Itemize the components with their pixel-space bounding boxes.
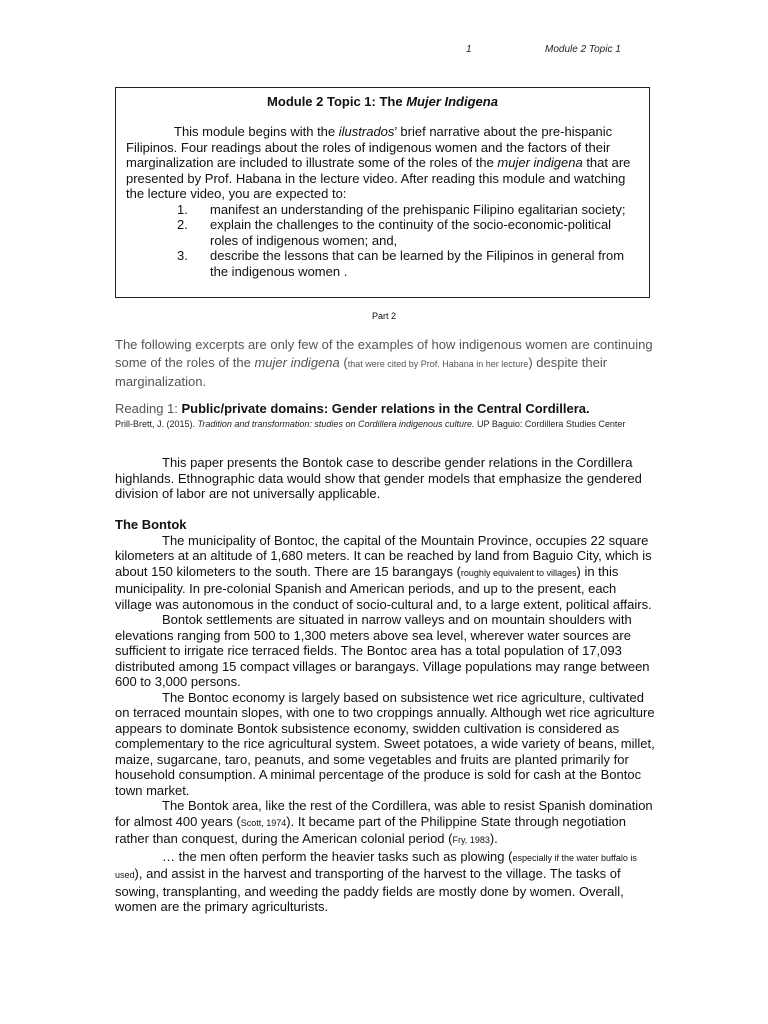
paragraph: … the men often perform the heavier tasks such as plowing (especially if the water buffalo is used), and assist in the harvest and transporting of the harvest to the village. The tasks of sowing, transplanting, and weeding the paddy fields are mostly done by women. Overall, women are the primary agriculturists.	[115, 848, 637, 914]
objective-item: 3. describe the lessons that can be learned by the Filipinos in general from the indigenous women .	[177, 248, 625, 279]
reading-heading: Reading 1: Public/private domains: Gender relations in the Central Cordillera.	[115, 401, 590, 416]
paragraph: The Bontoc economy is largely based on subsistence wet rice agriculture, cultivated on terraced mountain slopes, with one to two croppings annually. Although wet rice agriculture appears to dominate Bontok subsistence economy, swidden cultivation is considered as complementary to the rice agricultural system. Sweet potatoes, a wide variety of beans, millet, maize, sugarcane, taro, peanuts, and some vegetables and fruits are planted primarily for household consumption. A minimal percentage of the produce is sold for cash at the Bontoc town market.	[115, 689, 655, 798]
reading-intro-paragraph: This paper presents the Bontok case to describe gender relations in the Cordillera highlands. Ethnographic data would show that gender models that emphasize the gendered division of labor are not universally applicable.	[115, 455, 642, 501]
excerpt-intro: The following excerpts are only few of the examples of how indigenous women are continuing some of the roles of the mujer indigena (that were cited by Prof. Habana in her lecture) despite their marginalization.	[115, 337, 653, 389]
part-label: Part 2	[371, 311, 396, 321]
section-heading: The Bontok	[115, 517, 187, 532]
module-overview-box	[115, 87, 650, 298]
paragraph: Bontok settlements are situated in narrow valleys and on mountain shoulders with elevations ranging from 500 to 1,300 meters above sea level, wherever water sources are sufficient to irrigate rice terraced fields. The Bontoc area has a total population of 17,093 distributed among 15 compact villages or barangays. Village populations may range between 600 to 3,000 persons.	[115, 612, 650, 689]
running-title: Module 2 Topic 1	[545, 44, 621, 55]
page-number: 1	[466, 44, 472, 55]
reading-body	[115, 517, 655, 915]
objectives-list	[126, 202, 641, 280]
paragraph: The Bontok area, like the rest of the Cordillera, was able to resist Spanish domination for almost 400 years (Scott, 1974). It became part of the Philippine State through negotiation rather than conquest, during the American colonial period (Fry, 1983).	[115, 798, 653, 846]
module-intro-paragraph: This module begins with the ilustrados’ brief narrative about the pre-hispanic Filipinos. Four readings about the roles of indigenous women and the factors of their marginalization are included to illustrate some of the roles of the mujer indigena that are presented by Prof. Habana in the lecture video. After reading this module and watching the lecture video, you are expected to:	[126, 124, 631, 201]
module-intro	[126, 124, 641, 279]
paragraph: The municipality of Bontoc, the capital of the Mountain Province, occupies 22 square kilometers at an altitude of 1,680 meters. It can be reached by land from Baguio City, which is about 150 kilometers to the south. There are 15 barangays (roughly equivalent to villages) in this municipality. In pre-colonial Spanish and American periods, and up to the present, each village was autonomous in the conduct of socio-cultural and, to a large extent, political affairs.	[115, 532, 652, 612]
objective-item: 1. manifest an understanding of the prehispanic Filipino egalitarian society;	[177, 201, 626, 217]
reading-citation: Prill-Brett, J. (2015). Tradition and transformation: studies on Cordillera indigenous culture. UP Baguio: Cordillera Studies Center	[115, 419, 626, 429]
module-title: Module 2 Topic 1: The Mujer Indigena	[267, 94, 498, 109]
objective-item: 2. explain the challenges to the continuity of the socio-economic-political roles of indigenous women; and,	[177, 217, 612, 248]
